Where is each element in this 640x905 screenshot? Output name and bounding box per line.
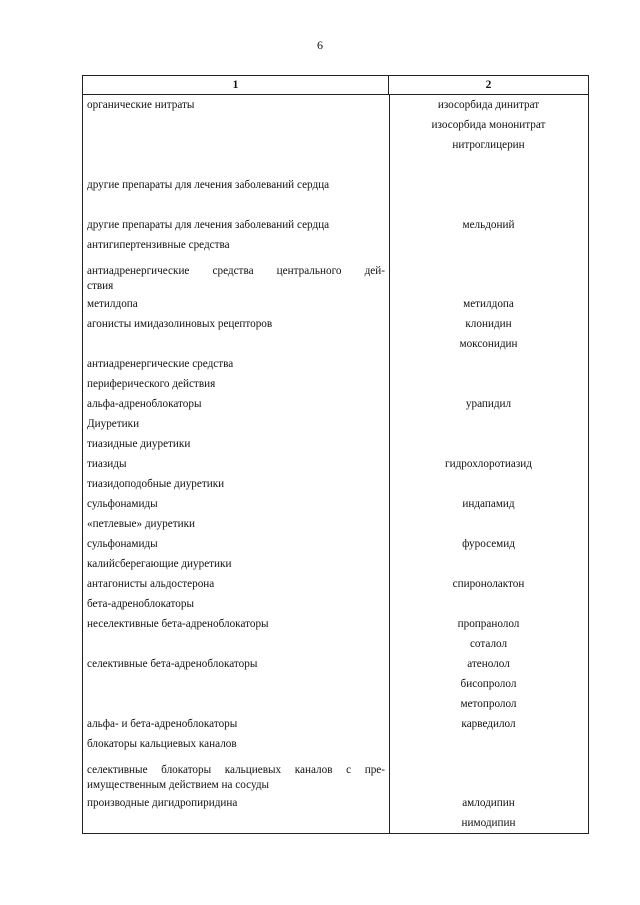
table-row: [83, 314, 588, 354]
row-drugs: [389, 514, 588, 534]
drug-name: изосорбида мононитрат: [431, 119, 546, 131]
row-category: тиазидоподобные диуретики: [87, 478, 225, 490]
table-row: [83, 95, 588, 155]
drug-name: гидрохлоротиазид: [445, 458, 532, 470]
drug-name: атенолол: [467, 658, 510, 670]
table-row: [83, 354, 588, 374]
drug-table: [82, 75, 589, 834]
table-row: [83, 614, 588, 654]
row-category-line: ствия: [87, 280, 114, 292]
row-category-line: селективные блокаторы кальциевых каналов с пре-: [87, 764, 385, 776]
row-category: сульфонамиды: [87, 538, 158, 550]
row-category: неселективные бета-адреноблокаторы: [87, 618, 269, 630]
row-category: [83, 760, 389, 793]
drug-name: моксонидин: [459, 338, 518, 350]
table-header-row: [83, 76, 588, 95]
row-drugs: [389, 294, 588, 314]
drug-name: нитроглицерин: [452, 139, 525, 151]
row-drugs: [389, 394, 588, 414]
table-row: [83, 374, 588, 394]
row-drugs: [389, 414, 588, 434]
drug-name: бисопролол: [460, 678, 517, 690]
row-category: Диуретики: [87, 418, 140, 430]
table-row: [83, 534, 588, 554]
table-row: [83, 434, 588, 454]
row-drugs: [389, 261, 588, 294]
drug-name: индапамид: [462, 498, 515, 510]
row-category: другие препараты для лечения заболеваний сердца: [87, 219, 330, 231]
row-category: сульфонамиды: [87, 498, 158, 510]
row-drugs: [389, 474, 588, 494]
row-drugs: [389, 175, 588, 195]
drug-name: соталол: [469, 638, 508, 650]
table-row: [83, 235, 588, 255]
drug-name: метилдопа: [463, 298, 514, 310]
row-drugs: [389, 215, 588, 235]
row-category: альфа- и бета-адреноблокаторы: [87, 718, 238, 730]
table-row: [83, 474, 588, 494]
row-category: селективные бета-адреноблокаторы: [87, 658, 258, 670]
row-drugs: [389, 454, 588, 474]
table-row: [83, 261, 588, 294]
page-number: 6: [317, 38, 323, 52]
table-row: [83, 175, 588, 195]
table-row: [83, 793, 588, 833]
table-row: [83, 594, 588, 614]
row-drugs: [389, 574, 588, 594]
row-category: другие препараты для лечения заболеваний сердца: [87, 179, 330, 191]
drug-name: карведилол: [461, 718, 516, 730]
table-row: [83, 394, 588, 414]
table-row: [83, 654, 588, 714]
row-category: антиадренергические средства: [87, 358, 234, 370]
row-category-line: антиадренергические средства центрального дей-: [87, 265, 385, 277]
row-drugs: [389, 714, 588, 734]
row-category: метилдопа: [87, 298, 138, 310]
drug-name: нимодипин: [461, 817, 516, 829]
row-drugs: [389, 95, 588, 155]
row-category: тиазидные диуретики: [87, 438, 191, 450]
row-drugs: [389, 554, 588, 574]
drug-name: мельдоний: [462, 219, 515, 231]
table-body: [83, 95, 588, 833]
table-row: [83, 294, 588, 314]
table-row: [83, 734, 588, 754]
drug-name: спиронолактон: [452, 578, 525, 590]
row-drugs: [389, 614, 588, 654]
row-drugs: [389, 793, 588, 833]
row-drugs: [389, 654, 588, 714]
row-category: агонисты имидазолиновых рецепторов: [87, 318, 273, 330]
row-category: альфа-адреноблокаторы: [87, 398, 202, 410]
row-category: блокаторы кальциевых каналов: [87, 738, 237, 750]
row-category: тиазиды: [87, 458, 127, 470]
row-drugs: [389, 494, 588, 514]
table-row: [83, 414, 588, 434]
row-category: антагонисты альдостерона: [87, 578, 215, 590]
drug-name: клонидин: [465, 318, 512, 330]
row-category: [83, 261, 389, 294]
table-row: [83, 554, 588, 574]
table-row: [83, 494, 588, 514]
row-drugs: [389, 374, 588, 394]
row-category: «петлевые» диуретики: [87, 518, 195, 530]
row-drugs: [389, 594, 588, 614]
row-category: периферического действия: [87, 378, 216, 390]
row-category: антигипертензивные средства: [87, 239, 230, 251]
drug-name: фуросемид: [462, 538, 515, 550]
row-drugs: [389, 534, 588, 554]
column-header-2: 2: [485, 79, 492, 91]
row-category: производные дигидропиридина: [87, 797, 238, 809]
table-row: [83, 714, 588, 734]
row-drugs: [389, 235, 588, 255]
table-row: [83, 574, 588, 594]
drug-name: изосорбида динитрат: [437, 99, 540, 111]
row-category-line: имущественным действием на сосуды: [87, 779, 270, 791]
row-category: органические нитраты: [87, 99, 195, 111]
row-drugs: [389, 760, 588, 793]
column-divider: [389, 95, 390, 833]
row-category: калийсберегающие диуретики: [87, 558, 232, 570]
row-drugs: [389, 314, 588, 354]
drug-name: метопролол: [460, 698, 517, 710]
table-row: [83, 215, 588, 235]
drug-name: пропранолол: [457, 618, 520, 630]
drug-name: урапидил: [465, 398, 512, 410]
column-header-1: 1: [83, 76, 389, 94]
table-row: [83, 760, 588, 793]
row-drugs: [389, 734, 588, 754]
drug-name: амлодипин: [462, 797, 515, 809]
table-row: [83, 454, 588, 474]
row-category: бета-адреноблокаторы: [87, 598, 195, 610]
row-drugs: [389, 354, 588, 374]
row-drugs: [389, 434, 588, 454]
table-row: [83, 514, 588, 534]
